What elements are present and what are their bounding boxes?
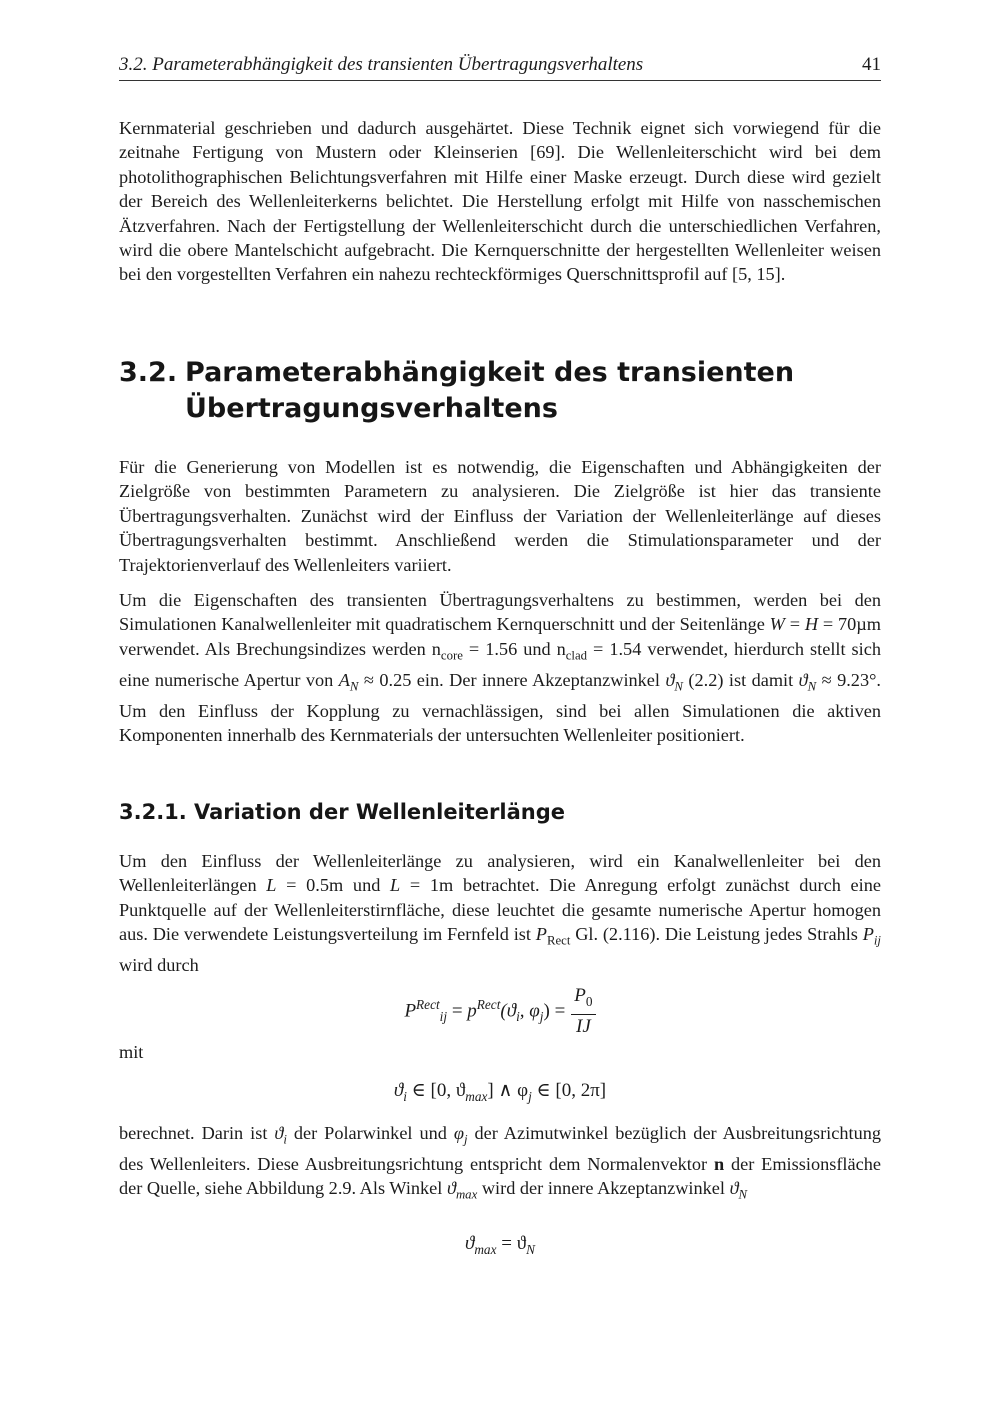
fraction-denominator: IJ — [576, 1015, 591, 1037]
subscript: clad — [565, 648, 588, 663]
subscript: i — [403, 1088, 407, 1104]
math-var: W — [769, 614, 785, 635]
math-var: φ — [453, 1123, 464, 1143]
section-heading-3-2-1 — [119, 797, 565, 827]
equals-sign: = — [447, 1000, 468, 1022]
text-run: Um die Eigenschaften des transienten Übertragungsverhaltens zu bestimmen, werden bei den Simulationen Kanalwellenleiter mit quadratischem Kernquerschnitt und der Seitenlänge — [119, 590, 881, 635]
section-3-2-paragraph-2 — [119, 588, 881, 748]
subscript: N — [807, 679, 817, 694]
text-run: = — [784, 614, 805, 635]
equals-sign: = — [549, 1000, 566, 1022]
subsection-title: Variation der Wellenleiterlänge — [194, 800, 565, 824]
section-3-2-1-paragraph-1 — [119, 849, 881, 978]
math-var: L — [266, 875, 277, 896]
text-run: wird der innere Akzeptanzwinkel — [477, 1178, 730, 1199]
intro-paragraph: Kernmaterial geschrieben und dadurch ausgehärtet. Diese Technik eignet sich vorwiegend für die zeitnahe Fertigung von Mustern oder Kleinserien [69]. Die Wellenleiterschicht wird bei dem photolithographischen Belichtungsverfahren mit Hilfe einer Maske erzeugt. Durch diese wird gezielt der Bereich des Wellenleiterkerns belichtet. Die Herstellung erfolgt mit Hilfe von nasschemischen Ätzverfahren. Nach der Fertigstellung der Wellenleiterschicht durch die unterschiedlichen Verfahren, wird die obere Mantelschicht aufgebracht. Die Kernquerschnitte der hergestellten Wellenleiter weisen bei den vorgestellten Verfahren ein nahezu rechteckförmiges Querschnittsprofil auf [5, 15]. — [119, 118, 881, 285]
fraction-numerator — [571, 985, 595, 1015]
text-run: wird durch — [119, 955, 199, 976]
math-var: p — [467, 1000, 477, 1022]
subscript: j — [539, 1009, 544, 1025]
section-number: 3.2. — [119, 357, 178, 388]
equation-power-per-ray — [119, 985, 881, 1035]
math-var: ϑ — [665, 669, 675, 690]
math-var: L — [390, 875, 401, 896]
section-3-2-paragraph-1: Für die Generierung von Modellen ist es notwendig, die Eigenschaften und Abhängigkeiten der Zielgröße von bestimmten Parametern zu analysieren. Die Zielgröße ist hier das transiente Übertragungsverhalten. Zunächst wird der Einfluss der Variation der Wellenleiterlänge auf dieses Übertragungsverhalten bestimmt. Anschließend werden die Stimulationsparameter und der Trajektorienverlauf des Wellenleiters variiert. — [119, 457, 881, 575]
math-var: ϑ — [393, 1080, 404, 1101]
text-run: = 1.54 verwendet, hierdurch stellt sich eine numerische Apertur von — [119, 638, 882, 690]
subscript: core — [440, 648, 463, 663]
text-run: Um den Einfluss der Wellenleiterlänge zu analysieren, wird ein Kanalwellenleiter bei den Wellenleiterlängen — [119, 851, 881, 896]
math-var: P — [404, 1000, 417, 1022]
text-run: = 1m betrachtet. Die Anregung erfolgt zunächst durch eine Punktquelle auf der Wellenleiterstirnfläche, diese leuchtet die gesamte numerische Apertur homogen aus. Die verwendete Leistungsverteilung im Fernfeld ist — [119, 875, 881, 945]
math-var: (ϑ — [500, 1000, 517, 1022]
text-run: der Polarwinkel und — [286, 1123, 454, 1143]
subscript: ij — [439, 1009, 448, 1025]
math-var: A — [338, 669, 350, 690]
subscript: N — [738, 1188, 748, 1203]
subscript: i — [516, 1009, 520, 1025]
subsection-number: 3.2.1. — [119, 800, 187, 824]
text-run: Gl. (2.116). Die Leistung jedes Strahls — [570, 924, 863, 945]
equation-angle-ranges — [119, 1079, 881, 1107]
section-heading-3-2 — [119, 355, 794, 427]
math-text: ∈ [0, 2π] — [531, 1080, 607, 1101]
math-var: ϑ — [729, 1178, 739, 1199]
math-var: ϑ — [274, 1123, 284, 1143]
subscript: j — [463, 1132, 468, 1147]
math-paren: ) — [543, 1000, 550, 1022]
math-var: P — [574, 985, 586, 1006]
page-number: 41 — [862, 54, 881, 75]
math-var: ϑ — [798, 669, 808, 690]
subscript: ij — [873, 933, 881, 948]
math-var: , φ — [519, 1000, 540, 1022]
math-var: P — [535, 924, 547, 945]
text-run: ≈ 9.23°. Um den Einfluss der Kopplung zu vernachlässigen, sind bei allen Simulationen die aktiven Komponenten innerhalb des Kernmaterials der untersuchten Wellenleiter positioniert. — [119, 669, 881, 746]
subscript: N — [349, 679, 359, 694]
equation-theta-max — [119, 1233, 881, 1261]
text-run: = 1.56 und n — [462, 638, 566, 659]
text-run: der Azimutwinkel bezüglich der Ausbreitungsrichtung des Wellenleiters. Diese Ausbreitungsrichtung entspricht dem Normalenvektor — [119, 1123, 881, 1175]
running-header — [119, 52, 881, 81]
subscript: max — [465, 1088, 488, 1104]
math-var: ϑ — [446, 1178, 456, 1199]
subscript: max — [455, 1188, 478, 1203]
subscript: 0 — [585, 993, 593, 1009]
math-text: = ϑ — [496, 1233, 527, 1254]
subscript: N — [526, 1241, 535, 1257]
text-run: = 70µm verwendet. Als Brechungsindizes werden n — [119, 614, 881, 659]
section-title-line2: Übertragungsverhaltens — [185, 393, 558, 424]
math-var: ϑ — [465, 1233, 475, 1254]
math-bold-vector: n — [713, 1154, 725, 1175]
mit-label: mit — [119, 1042, 144, 1062]
math-var: H — [804, 614, 819, 635]
text-run: = 0.5m und — [276, 875, 391, 896]
math-var: P — [862, 924, 874, 945]
text-run: (2.2) ist damit — [682, 669, 799, 690]
subscript: j — [528, 1088, 532, 1104]
subscript: N — [674, 679, 683, 694]
superscript: Rect — [416, 997, 440, 1013]
subscript: max — [474, 1241, 497, 1257]
text-run: ≈ 0.25 ein. Der innere Akzeptanzwinkel — [358, 669, 666, 690]
text-run: der Emissionsfläche der Quelle, siehe Abbildung 2.9. Als Winkel — [119, 1154, 881, 1199]
subscript: i — [283, 1132, 287, 1147]
math-text: ] ∧ φ — [487, 1080, 529, 1101]
fraction — [571, 985, 595, 1038]
section-title-line1: Parameterabhängigkeit des transienten — [185, 357, 795, 388]
section-3-2-1-paragraph-2 — [119, 1121, 881, 1208]
math-text: ∈ [0, ϑ — [406, 1080, 466, 1101]
running-header-title: 3.2. Parameterabhängigkeit des transienten Übertragungsverhaltens — [119, 54, 644, 75]
subscript: Rect — [546, 933, 571, 948]
text-run: berechnet. Darin ist — [119, 1123, 275, 1143]
superscript: Rect — [476, 997, 501, 1013]
